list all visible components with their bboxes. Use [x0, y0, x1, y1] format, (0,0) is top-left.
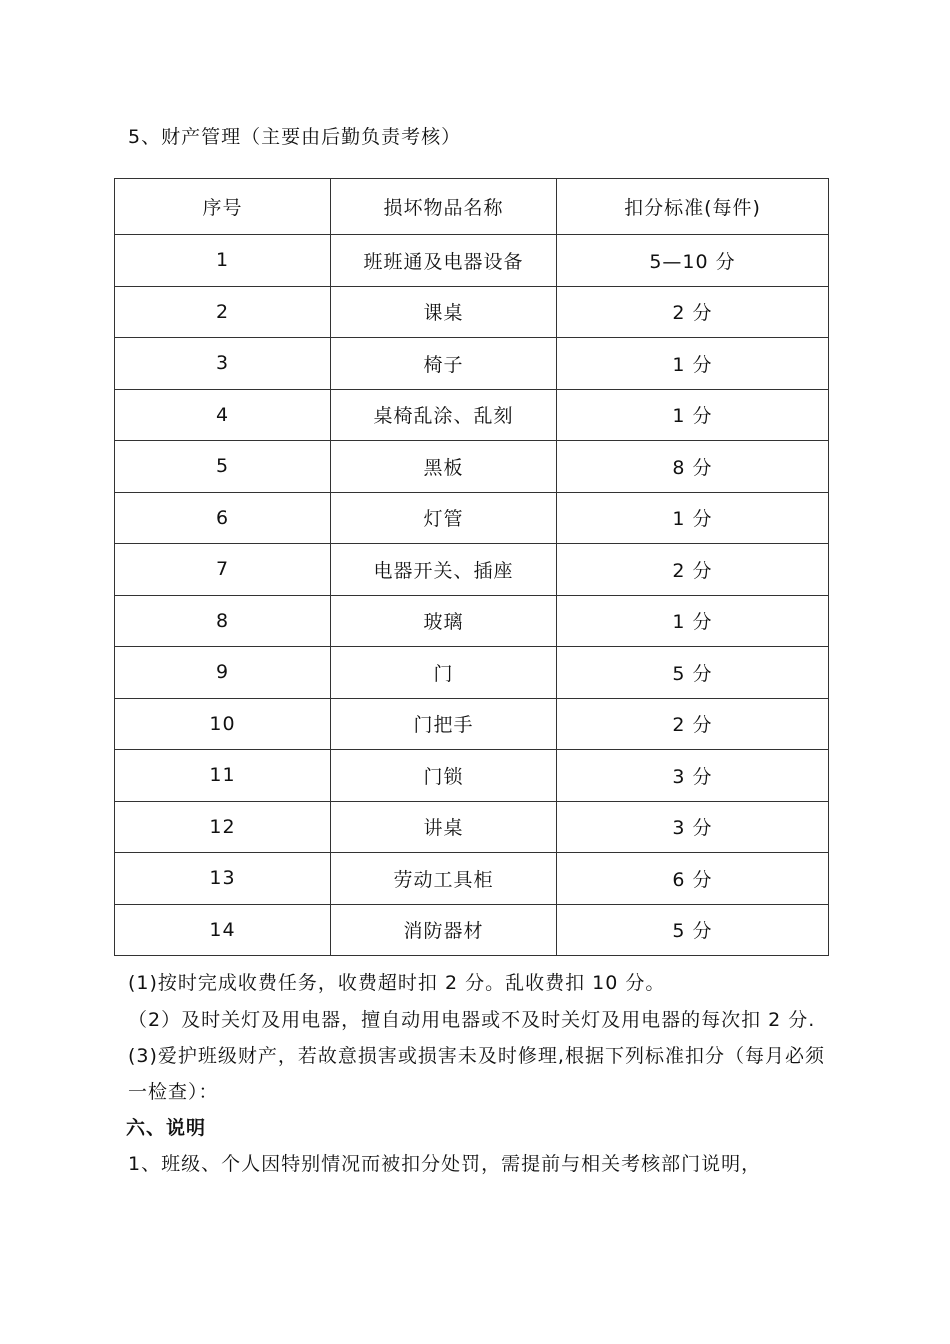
cell-item-name: 班班通及电器设备 — [331, 235, 557, 287]
table-row — [115, 750, 829, 802]
cell-deduction: 1 分 — [557, 338, 829, 390]
cell-serial: 11 — [115, 750, 331, 802]
table-row — [115, 698, 829, 750]
note-fee-collection: (1)按时完成收费任务，收费超时扣 2 分。乱收费扣 10 分。 — [128, 972, 666, 994]
cell-item-name: 黑板 — [331, 441, 557, 493]
cell-item-name: 灯管 — [331, 492, 557, 544]
table-row — [115, 595, 829, 647]
explanation-paragraph: 1、班级、个人因特别情况而被扣分处罚，需提前与相关考核部门说明， — [128, 1153, 762, 1175]
cell-serial: 1 — [115, 235, 331, 287]
cell-serial: 4 — [115, 389, 331, 441]
table-row — [115, 286, 829, 338]
notes-section — [128, 964, 843, 1182]
cell-item-name: 玻璃 — [331, 595, 557, 647]
cell-item-name: 椅子 — [331, 338, 557, 390]
table-row — [115, 441, 829, 493]
cell-serial: 3 — [115, 338, 331, 390]
cell-serial: 6 — [115, 492, 331, 544]
cell-item-name: 门把手 — [331, 698, 557, 750]
cell-deduction: 5 分 — [557, 647, 829, 699]
table-row — [115, 853, 829, 905]
cell-serial: 13 — [115, 853, 331, 905]
cell-deduction: 1 分 — [557, 595, 829, 647]
table-header-row — [115, 179, 829, 235]
cell-deduction: 2 分 — [557, 698, 829, 750]
table-row — [115, 492, 829, 544]
header-serial: 序号 — [115, 179, 331, 235]
cell-serial: 5 — [115, 441, 331, 493]
cell-item-name: 桌椅乱涂、乱刻 — [331, 389, 557, 441]
cell-deduction: 5—10 分 — [557, 235, 829, 287]
cell-serial: 10 — [115, 698, 331, 750]
cell-item-name: 讲桌 — [331, 801, 557, 853]
cell-serial: 8 — [115, 595, 331, 647]
cell-deduction: 2 分 — [557, 544, 829, 596]
table-row — [115, 904, 829, 956]
cell-deduction: 2 分 — [557, 286, 829, 338]
header-deduction: 扣分标准(每件) — [557, 179, 829, 235]
table-row — [115, 544, 829, 596]
cell-item-name: 电器开关、插座 — [331, 544, 557, 596]
note-protect-property: (3)爱护班级财产，若故意损害或损害未及时修理,根据下列标准扣分（每月必须一检查）： — [128, 1045, 825, 1103]
cell-deduction: 3 分 — [557, 801, 829, 853]
section-heading-explanation: 六、说明 — [126, 1117, 207, 1139]
cell-deduction: 6 分 — [557, 853, 829, 905]
table-row — [115, 647, 829, 699]
cell-serial: 7 — [115, 544, 331, 596]
table-row — [115, 338, 829, 390]
cell-serial: 9 — [115, 647, 331, 699]
cell-item-name: 消防器材 — [331, 904, 557, 956]
cell-item-name: 门锁 — [331, 750, 557, 802]
note-lights-electrical: （2）及时关灯及用电器，擅自动用电器或不及时关灯及用电器的每次扣 2 分. — [128, 1009, 816, 1031]
cell-serial: 2 — [115, 286, 331, 338]
cell-item-name: 劳动工具柜 — [331, 853, 557, 905]
table-row — [115, 801, 829, 853]
table-row — [115, 389, 829, 441]
cell-serial: 12 — [115, 801, 331, 853]
header-item-name: 损坏物品名称 — [331, 179, 557, 235]
section-title: 5、财产管理（主要由后勤负责考核） — [128, 126, 462, 148]
cell-item-name: 门 — [331, 647, 557, 699]
cell-deduction: 1 分 — [557, 389, 829, 441]
cell-serial: 14 — [115, 904, 331, 956]
cell-deduction: 3 分 — [557, 750, 829, 802]
cell-deduction: 8 分 — [557, 441, 829, 493]
table-row — [115, 235, 829, 287]
cell-deduction: 5 分 — [557, 904, 829, 956]
property-deduction-table — [114, 178, 829, 956]
cell-item-name: 课桌 — [331, 286, 557, 338]
cell-deduction: 1 分 — [557, 492, 829, 544]
